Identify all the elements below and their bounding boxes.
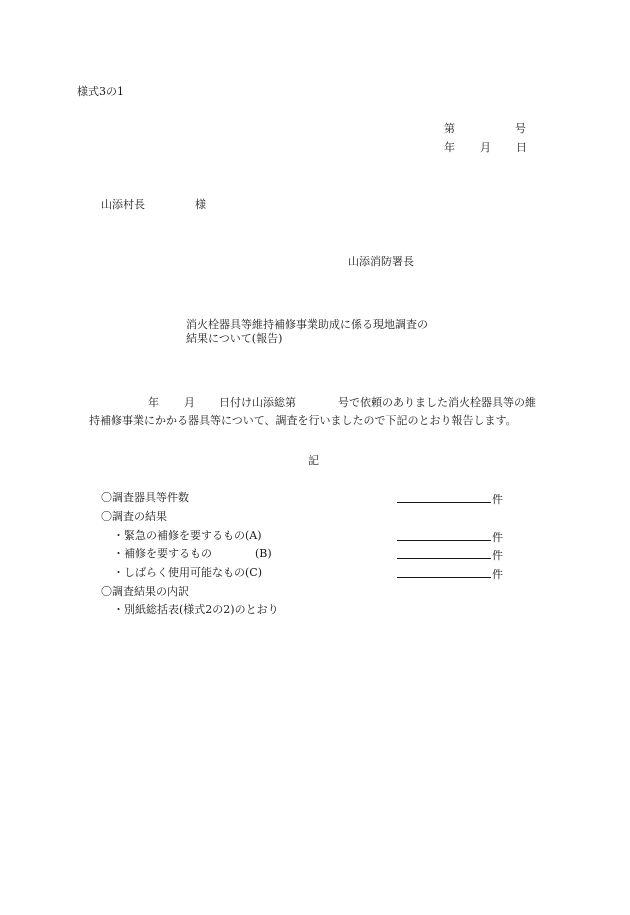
unit-ken: 件 (492, 531, 503, 544)
date-year: 年 (444, 141, 455, 154)
unit-ken: 件 (492, 568, 503, 581)
addressee-name: 山添村長 (101, 198, 145, 211)
results-heading: 〇調査の結果 (101, 510, 167, 523)
breakdown-heading: 〇調査結果の内訳 (101, 585, 189, 598)
blank-line (397, 547, 491, 559)
doc-number-go: 号 (515, 122, 526, 135)
subject-line-1: 消火栓器具等維持補修事業助成に係る現地調査の (186, 318, 428, 331)
ki-heading: 記 (308, 454, 319, 467)
body-line2: 持補修事業にかかる器具等について、調査を行いましたので下記のとおり報告します。 (89, 414, 517, 427)
unit-ken: 件 (492, 493, 503, 506)
doc-number-dai: 第 (444, 122, 455, 135)
body-line1-end: 号で依頼のありました消火栓器具等の維 (338, 396, 536, 409)
date-month: 月 (480, 141, 491, 154)
body-line1-mid: 日付け山添総第 (219, 396, 296, 409)
needs-repair-code: (B) (255, 547, 272, 560)
body-month: 月 (184, 396, 195, 409)
unit-ken: 件 (492, 549, 503, 562)
blank-line (397, 566, 491, 578)
sender: 山添消防署長 (348, 255, 414, 268)
survey-count-label: 〇調査器具等件数 (101, 491, 189, 504)
subject-line-2: 結果について(報告) (186, 332, 283, 345)
date-day: 日 (516, 141, 527, 154)
breakdown-item: ・別紙総括表(様式2の2)のとおり (113, 603, 279, 616)
needs-repair-label: ・補修を要するもの (113, 547, 212, 560)
urgent-repair-field (397, 529, 503, 545)
addressee-honorific: 様 (195, 198, 206, 211)
survey-count-field (397, 491, 503, 507)
usable-field (397, 566, 503, 582)
form-number: 様式3の1 (77, 85, 124, 98)
usable-label: ・しばらく使用可能なもの(C) (113, 566, 262, 579)
body-year: 年 (148, 396, 159, 409)
urgent-repair-label: ・緊急の補修を要するもの(A) (113, 529, 262, 542)
blank-line (397, 491, 491, 503)
blank-line (397, 529, 491, 541)
needs-repair-field (397, 547, 503, 563)
